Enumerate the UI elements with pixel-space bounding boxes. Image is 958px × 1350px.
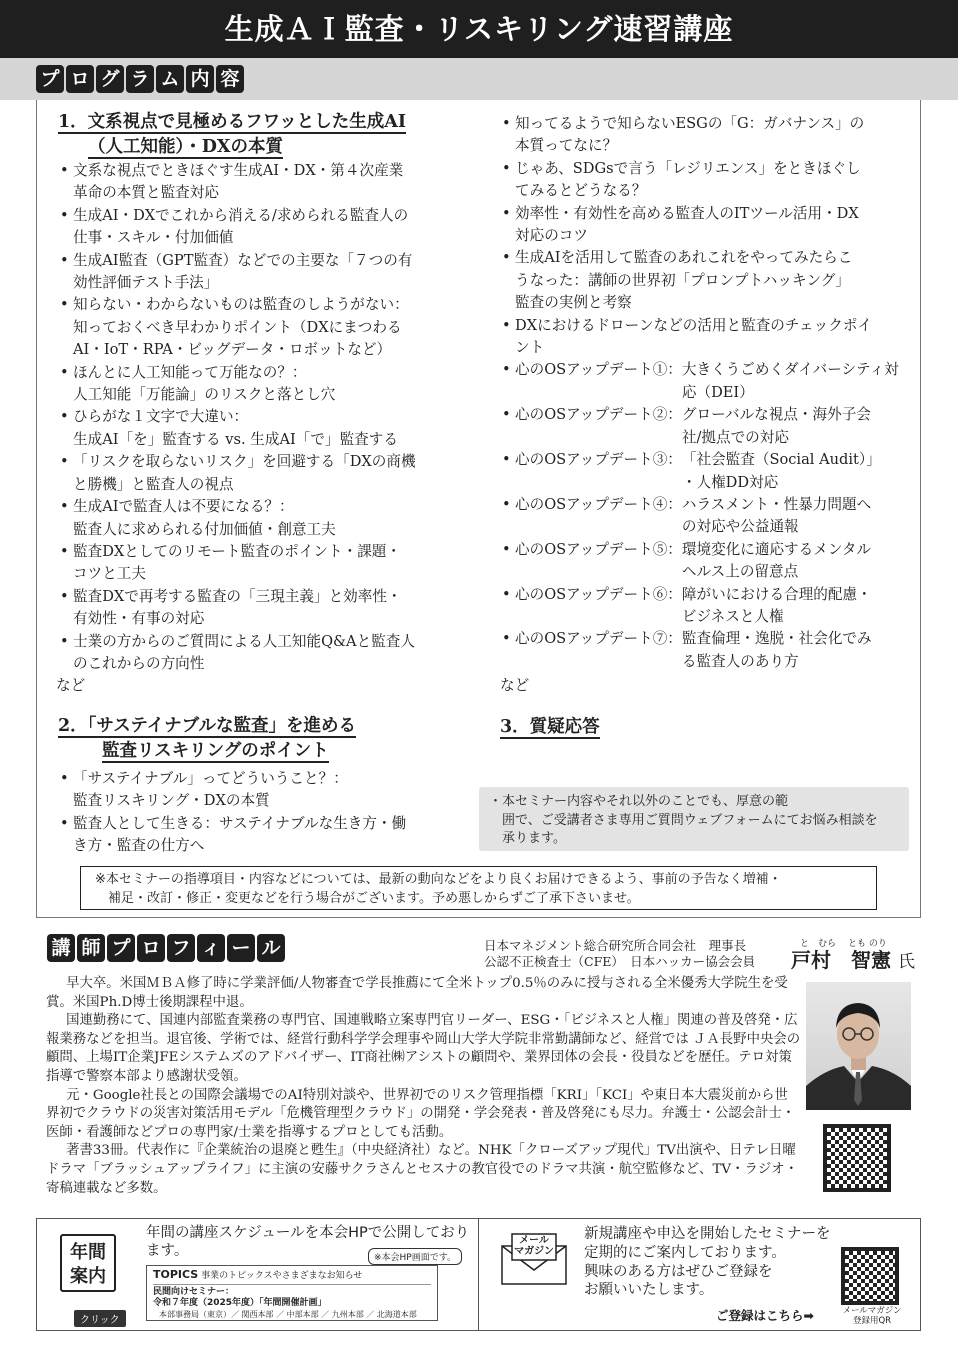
os-update-label: • 心のOSアップデート⑥： [515, 585, 682, 603]
title-char-tile: 講 [47, 934, 75, 962]
list-item-line: コツと工夫 [73, 565, 146, 583]
os-update-item [500, 494, 912, 539]
list-item-line: • 文系な視点でときほぐす生成AI・DX・第４次産業 [73, 162, 404, 179]
affiliation-line: 公認不正検査士（CFE） 日本ハッカー協会会員 [484, 954, 756, 969]
mail-magazine-text [584, 1225, 844, 1300]
yearly-guide-label-line: 案内 [70, 1266, 106, 1287]
change-notice [80, 866, 877, 910]
list-item-line: • 士業の方からのご質問による人工知能Q&Aと監査人 [73, 632, 415, 650]
program-section-title [36, 65, 244, 93]
os-update-text [682, 584, 912, 629]
bio-paragraph: 元・Google社長との国際会議場でのAI特別対談や、世界初でのリスク管理指標「KRI」「KCI」や東日本大震災前から世界初でクラウドの災害対策活用モデル「危機管理型クラウド」の開発・学会発表・普及啓発にも尽力。弁護士・公認会計士・医師・看護師などプロの専門家/士業を指導するプロとしても活動。 [46, 1087, 796, 1140]
yearly-guide-label-line: 年間 [70, 1242, 106, 1263]
bio-paragraph: 著書33冊。代表作に『企業統治の退廃と甦生』（中央経済社）など。NHK「クローズアップ現代」TV出演や、日テレ日曜ドラマ「ブラッシュアップライフ」に主演の安藤サクラさんとセスナの教官役でのドラマ共演・航空監修など、TV・ラジオ・寄稿連載など多数。 [46, 1143, 798, 1196]
list-item-line: • 生成AI監査（GPT監査）などでの主要な「７つの有 [73, 251, 413, 269]
change-notice-line: 補足・改訂・修正・変更などを行う場合がございます。予め悪しからずご了承下さいませ。 [95, 891, 640, 906]
os-update-item [500, 584, 912, 629]
profile-section-title [47, 934, 285, 962]
hp-topics: TOPICS [153, 1268, 199, 1281]
list-item-line: 効性評価テスト手法」 [73, 274, 219, 292]
mail-icon-label: マガジン [514, 1246, 554, 1257]
name-ruby: と むら [800, 939, 837, 949]
lecturer-name [791, 944, 915, 973]
list-item-line: のこれからの方向性 [73, 654, 205, 672]
list-item [500, 113, 912, 158]
right-list [500, 113, 912, 359]
mail-text-line: お願いいたします。 [584, 1282, 714, 1299]
screen-note-bubble: ※本会HP画面です。 [368, 1248, 462, 1265]
title-char-tile: プ [107, 934, 135, 962]
os-update-item [500, 628, 912, 673]
list-item [58, 160, 458, 205]
right-etc: など [500, 677, 530, 695]
section-2-title: 2．「サステイナブルな監査」を進める 監査リスキリングのポイント [58, 715, 356, 761]
title-char-tile: ロ [137, 934, 165, 962]
list-item [58, 541, 458, 586]
honorific: 氏 [897, 952, 915, 972]
title-char-tile: ロ [66, 65, 94, 93]
title-char-tile: プ [36, 65, 64, 93]
section-1-title: 1．文系視点で見極めるフワッとした生成AI （人工知能）・DXの本質 [58, 112, 407, 157]
qr-code-icon [823, 1124, 891, 1192]
section-1-etc: など [56, 677, 86, 695]
schedule-text: 年間の講座スケジュールを本会HPで公開しております。 [146, 1225, 470, 1259]
os-update-text [682, 539, 912, 584]
title-char-tile: フ [167, 934, 195, 962]
os-update-line: ヘルス上の留意点 [681, 563, 799, 581]
os-update-label: • 心のOSアップデート⑤： [515, 540, 682, 558]
list-item [58, 250, 458, 295]
list-item-line: ント [515, 339, 545, 357]
hp-line: 本部事務局（東京）／ 関西本部 ／ 中部本部 ／ 九州本部 ／ 北海道本部 [159, 1310, 417, 1319]
os-update-text [682, 449, 912, 494]
os-update-label: • 心のOSアップデート③： [515, 451, 682, 469]
mail-text-line: 定期的にご案内しております。 [584, 1244, 786, 1261]
click-tag[interactable]: クリック [74, 1310, 126, 1327]
list-item [58, 362, 458, 407]
os-update-text [682, 494, 912, 539]
os-update-line: 環境変化に適応するメンタル [681, 540, 872, 558]
notice-line: 承ります。 [489, 831, 566, 846]
divider [478, 1218, 479, 1331]
list-item-line: • 監査DXとしてのリモート監査のポイント・課題・ [73, 542, 401, 560]
os-update-item [500, 359, 912, 404]
os-update-line: る監査人のあり方 [681, 652, 799, 670]
list-item [58, 451, 458, 496]
os-update-line: ビジネスと人権 [681, 607, 784, 625]
list-item [500, 203, 912, 248]
os-update-list [500, 359, 912, 673]
os-update-label: • 心のOSアップデート⑦： [515, 630, 682, 648]
list-item [58, 631, 458, 676]
list-item-line: 知っておくべき早わかりポイント（DXにまつわる [73, 318, 402, 336]
list-item [58, 813, 458, 858]
list-item-line: 革命の本質と監査対応 [73, 184, 219, 202]
mail-qr-code-icon[interactable] [841, 1247, 899, 1305]
list-item-line: • DXにおけるドローンなどの活用と監査のチェックポイ [515, 316, 873, 334]
os-update-item [500, 404, 912, 449]
os-update-line: 大きくうごめくダイバーシティ対 [681, 361, 899, 379]
lecturer-photo [806, 982, 911, 1110]
list-item-line: • 知ってるようで知らないESGの「G：ガバナンス」の [515, 115, 865, 132]
os-update-line: 「社会監査（Social Audit）」 [681, 451, 881, 469]
list-item [58, 406, 458, 451]
yearly-guide-label [60, 1234, 116, 1292]
list-item-line: • 生成AIを活用して監査のあれこれをやってみたらこ [515, 249, 853, 267]
list-item-line: うなった：講師の世界初「プロンプトハッキング」 [515, 271, 850, 289]
os-update-text [682, 628, 912, 673]
hp-screenshot [146, 1265, 438, 1321]
list-item [58, 586, 458, 631]
list-item [58, 205, 458, 250]
title-char-tile: ル [257, 934, 285, 962]
os-update-line: ・人権DD対応 [681, 473, 779, 491]
program-left-column [58, 110, 458, 857]
title-char-tile: グ [96, 65, 124, 93]
list-item [58, 496, 458, 541]
mail-magazine-icon [498, 1232, 570, 1286]
list-item [500, 158, 912, 203]
os-update-item [500, 449, 912, 494]
os-update-line: 監査倫理・逸脱・社会化でみ [681, 630, 872, 648]
list-item-line: き方・監査の仕方へ [73, 836, 205, 854]
title-char-tile: 内 [186, 65, 214, 93]
mail-qr-caption-line: メールマガジン [842, 1306, 902, 1316]
title-char-tile: 容 [216, 65, 244, 93]
list-item-line: • 「リスクを取らないリスク」を回避する「DXの商機 [73, 453, 416, 471]
list-item [58, 294, 458, 361]
mail-qr-caption-line: 登録用QR [852, 1316, 892, 1326]
notice-box [479, 787, 909, 851]
section-1-list [58, 160, 458, 675]
list-item-line: 監査リスキリング・DXの本質 [73, 792, 270, 810]
title-char-tile: ム [156, 65, 184, 93]
list-item-line: • 効率性・有効性を高める監査人のITツール活用・DX [515, 204, 859, 222]
mail-text-line: 興味のある方はぜひご登録を [584, 1263, 773, 1280]
os-update-line: 応（DEI） [681, 383, 754, 401]
hp-line: 民間向けセミナー： [153, 1287, 235, 1297]
os-update-line: 障がいにおける合理的配慮・ [681, 585, 872, 603]
list-item-line: • ひらがな１文字で大違い： [73, 408, 249, 426]
list-item-line: 生成AI「を」監査する vs. 生成AI「で」監査する [73, 430, 398, 448]
list-item-line: • 監査DXで再考する監査の「三現主義」と効率性・ [73, 587, 402, 605]
list-item-line: 仕事・スキル・付加価値 [73, 229, 234, 247]
os-update-line: グローバルな視点・海外子会 [681, 406, 871, 424]
list-item-line: 本質ってなに？ [515, 137, 618, 155]
os-update-label: • 心のOSアップデート①： [515, 361, 682, 379]
title-char-tile: 師 [77, 934, 105, 962]
list-item-line: • ほんとに人工知能って万能なの？： [73, 363, 307, 381]
os-update-line: の対応や公益通報 [681, 518, 799, 536]
bio-paragraph: 早大卒。米国ＭＢＡ修了時に学業評価/人物審査で学長推薦にて全米トップ0.5％のみに授与される全米優秀大学院生を受賞。米国Ph.D博士後期課程中退。 [46, 976, 788, 1010]
lecturer-name-text: 戸村 智憲 [791, 948, 891, 972]
program-right-column [500, 113, 912, 698]
os-update-label: • 心のOSアップデート④： [515, 495, 682, 513]
list-item-line: • 知らない・わからないものは監査のしようがない： [73, 296, 409, 314]
affiliation-line: 日本マネジメント総合研究所合同会社 理事長 [484, 938, 747, 953]
list-item-line: 人工知能「万能論」のリスクと落とし穴 [73, 386, 336, 404]
section-2-list [58, 768, 458, 858]
hp-topics-sub: 事業のトピックスやさまざまなお知らせ [201, 1271, 363, 1281]
list-item-line: 対応のコツ [515, 227, 588, 245]
os-update-text [682, 404, 912, 449]
lecturer-bio [46, 975, 801, 1198]
page-title: 生成ＡＩ監査・リスキリング速習講座 [0, 0, 958, 58]
list-item-line: • 「サステイナブル」ってどういうこと？： [73, 769, 348, 787]
os-update-item [500, 539, 912, 584]
list-item-line: • 監査人として生きる：サステイナブルな生き方・働 [73, 814, 407, 832]
mail-qr-caption [838, 1306, 906, 1326]
mail-icon-label: メール [519, 1235, 549, 1246]
list-item-line: てみるとどうなる？ [515, 182, 647, 200]
register-link[interactable]: ご登録はこちら➡ [716, 1308, 814, 1323]
section-3-title: 3．質疑応答 [500, 717, 600, 737]
os-update-text [682, 359, 912, 404]
name-ruby: とも のり [848, 939, 887, 949]
list-item-line: 有効性・有事の対応 [73, 610, 205, 628]
list-item-line: と勝機」と監査人の視点 [73, 475, 234, 493]
list-item-line: AI・IoT・RPA・ビッグデータ・ロボットなど） [73, 341, 392, 359]
list-item-line: • 生成AI・DXでこれから消える/求められる監査人の [73, 206, 409, 224]
list-item [58, 768, 458, 813]
change-notice-line: ※本セミナーの指導項目・内容などについては、最新の動向などをより良くお届けできるよう、事前の予告なく増補・ [95, 872, 782, 887]
os-update-line: 社/拠点での対応 [681, 428, 789, 446]
list-item-line: 監査の実例と考察 [515, 294, 632, 312]
list-item [500, 315, 912, 360]
os-update-label: • 心のOSアップデート②： [515, 406, 682, 424]
mail-text-line: 新規講座や申込を開始したセミナーを [584, 1226, 831, 1242]
list-item-line: • じゃあ、SDGsで言う「レジリエンス」をときほぐし [515, 159, 861, 177]
title-char-tile: ー [227, 934, 255, 962]
list-item-line: 監査人に求められる付加価値・創意工夫 [73, 520, 336, 538]
notice-line: 囲で、ご受講者さま専用ご質問ウェブフォームにてお悩み相談を [489, 812, 878, 828]
list-item-line: • 生成AIで監査人は不要になる？： [73, 498, 294, 516]
notice-line: ・本セミナー内容やそれ以外のことでも、厚意の範 [489, 794, 789, 809]
lecturer-affiliation [484, 938, 755, 970]
hp-line: 令和７年度（2025年度）「年間開催計画」 [153, 1298, 327, 1308]
list-item [500, 247, 912, 314]
bio-paragraph: 国連勤務にて、国連内部監査業務の専門官、国連戦略立案専門官リーダー、ESG・「ビジネスと人権」関連の普及啓発・広報業務などを担当。退官後、学術では、経営行動科学学会理事や岡山大学大学院非常勤講師など、経営では ＪＡ長野中央会の顧問、上場IT企業JFEシステムズのアドバイザー、IT商社㈱アシストの顧問や、業界団体の会長・役員などを歴任。テロ対策指導で警察本部より感謝状受領。 [46, 1013, 801, 1084]
title-char-tile: ィ [197, 934, 225, 962]
os-update-line: ハラスメント・性暴力問題へ [681, 495, 872, 513]
title-char-tile: ラ [126, 65, 154, 93]
